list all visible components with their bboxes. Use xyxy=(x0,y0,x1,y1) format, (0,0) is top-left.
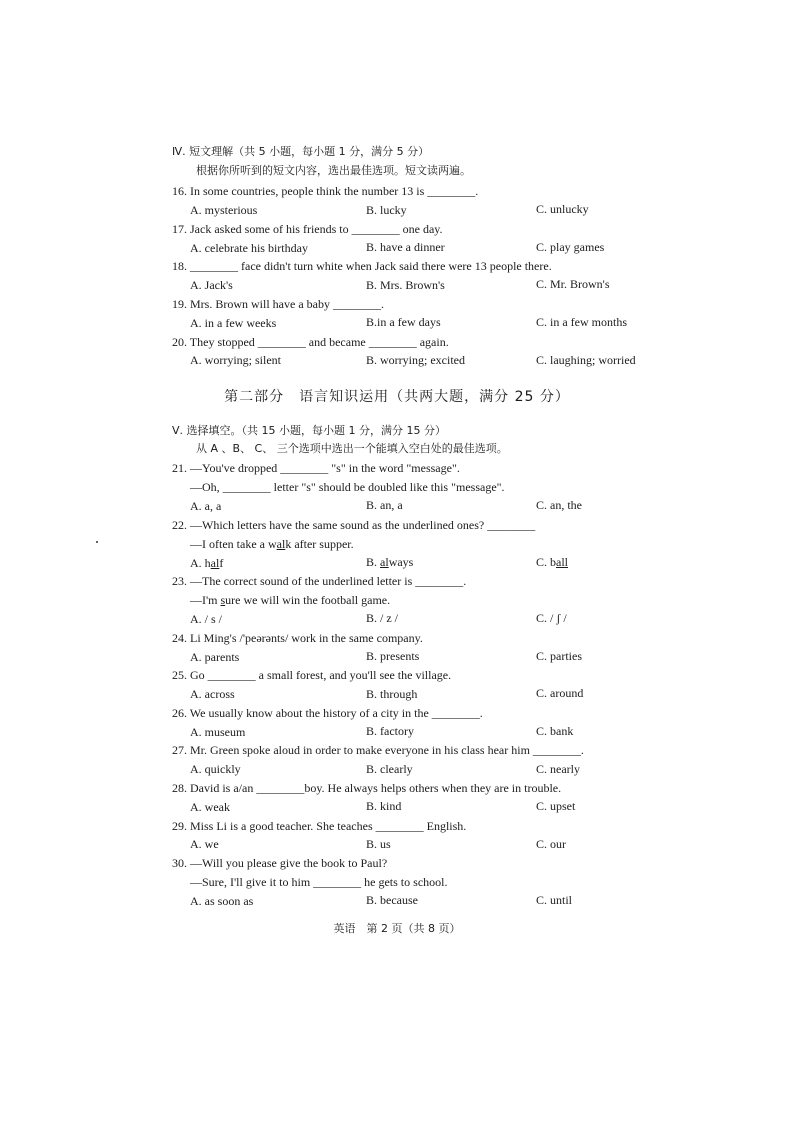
q16-stem: 16. In some countries, people think the number 13 is ________. xyxy=(172,184,479,198)
part2-title: 第二部分 语言知识运用（共两大题，满分 25 分） xyxy=(224,389,570,405)
page-footer: 英语 第 2 页（共 8 页） xyxy=(333,922,461,935)
q30-option-b: B. because xyxy=(366,893,418,907)
section5-instruction: 从 A 、B、 C、 三个选项中选出一个能填入空白处的最佳选项。 xyxy=(196,442,508,455)
q17-option-a: A. celebrate his birthday xyxy=(190,241,308,255)
q26-option-b: B. factory xyxy=(366,724,414,738)
section5-heading: Ⅴ. 选择填空。（共 15 小题，每小题 1 分，满分 15 分） xyxy=(172,424,446,437)
q24-option-a: A. parents xyxy=(190,650,240,664)
q21-stem: 21. —You've dropped ________ "s" in the word "message". xyxy=(172,461,460,475)
q27-option-b: B. clearly xyxy=(366,762,413,776)
q18-stem: 18. ________ face didn't turn white when Jack said there were 13 people there. xyxy=(172,259,552,273)
q30-reply: —Sure, I'll give it to him ________ he gets to school. xyxy=(190,875,448,889)
q30-stem: 30. —Will you please give the book to Paul? xyxy=(172,856,388,870)
q16-option-a: A. mysterious xyxy=(190,203,258,217)
section4-instruction: 根据你所听到的短文内容，选出最佳选项。短文读两遍。 xyxy=(196,164,471,177)
q24-option-b: B. presents xyxy=(366,649,420,663)
q21-option-b: B. an, a xyxy=(366,498,403,512)
q24-stem: 24. Li Ming's /'peərənts/ work in the same company. xyxy=(172,631,423,645)
q25-option-b: B. through xyxy=(366,687,418,701)
q21-option-a: A. a, a xyxy=(190,499,222,513)
q24-option-c: C. parties xyxy=(536,649,582,663)
q29-stem: 29. Miss Li is a good teacher. She teaches ________ English. xyxy=(172,819,467,833)
q28-option-a: A. weak xyxy=(190,800,230,814)
q17-stem: 17. Jack asked some of his friends to ________ one day. xyxy=(172,222,443,236)
q22-stem: 22. —Which letters have the same sound as the underlined ones? ________ xyxy=(172,518,536,532)
q19-option-a: A. in a few weeks xyxy=(190,316,277,330)
q20-option-b: B. worrying; excited xyxy=(366,353,465,367)
q23-option-a: A. / s / xyxy=(190,612,223,626)
section4-heading: Ⅳ. 短文理解（共 5 小题，每小题 1 分，满分 5 分） xyxy=(172,145,430,158)
q28-option-b: B. kind xyxy=(366,799,402,813)
q16-option-b: B. lucky xyxy=(366,203,407,217)
q17-option-b: B. have a dinner xyxy=(366,240,445,254)
q20-stem: 20. They stopped ________ and became ________ again. xyxy=(172,335,449,349)
q20-option-a: A. worrying; silent xyxy=(190,353,281,367)
q26-option-a: A. museum xyxy=(190,725,246,739)
q29-option-b: B. us xyxy=(366,837,391,851)
q16-option-c: C. unlucky xyxy=(536,202,589,216)
q19-stem: 19. Mrs. Brown will have a baby ________. xyxy=(172,297,384,311)
q18-option-a: A. Jack's xyxy=(190,278,233,292)
scan-speck xyxy=(96,541,98,543)
q18-option-b: B. Mrs. Brown's xyxy=(366,278,445,292)
q23-option-b: B. / z / xyxy=(366,611,398,625)
q30-option-a: A. as soon as xyxy=(190,894,254,908)
q21-reply: —Oh, ________ letter "s" should be doubled like this "message". xyxy=(190,480,505,494)
underlined-letters: al xyxy=(276,537,286,551)
q25-option-a: A. across xyxy=(190,687,235,701)
underlined-letters: s xyxy=(220,593,226,607)
q30-option-c: C. until xyxy=(536,893,573,907)
q28-stem: 28. David is a/an ________boy. He always helps others when they are in trouble. xyxy=(172,781,562,795)
q23-option-c: C. / ʃ / xyxy=(536,611,567,625)
q19-option-b: B.in a few days xyxy=(366,315,441,329)
q18-option-c: C. Mr. Brown's xyxy=(536,277,610,291)
q22-option-b: B. always xyxy=(366,555,414,569)
q22-option-a: A. half xyxy=(190,556,224,570)
q28-option-c: C. upset xyxy=(536,799,576,813)
q20-option-c: C. laughing; worried xyxy=(536,353,636,367)
q29-option-c: C. our xyxy=(536,837,566,851)
q27-stem: 27. Mr. Green spoke aloud in order to make everyone in his class hear him ________. xyxy=(172,743,584,757)
q17-option-c: C. play games xyxy=(536,240,605,254)
q25-option-c: C. around xyxy=(536,686,584,700)
q27-option-a: A. quickly xyxy=(190,762,241,776)
q26-stem: 26. We usually know about the history of a city in the ________. xyxy=(172,706,483,720)
q19-option-c: C. in a few months xyxy=(536,315,627,329)
q27-option-c: C. nearly xyxy=(536,762,580,776)
q23-stem: 23. —The correct sound of the underlined letter is ________. xyxy=(172,574,467,588)
q25-stem: 25. Go ________ a small forest, and you'll see the village. xyxy=(172,668,452,682)
q26-option-c: C. bank xyxy=(536,724,574,738)
q22-option-c: C. ball xyxy=(536,555,569,569)
q29-option-a: A. we xyxy=(190,837,219,851)
q22-reply: —I often take a walk after supper. xyxy=(190,537,354,551)
q23-reply: —I'm sure we will win the football game. xyxy=(190,593,391,607)
q21-option-c: C. an, the xyxy=(536,498,582,512)
